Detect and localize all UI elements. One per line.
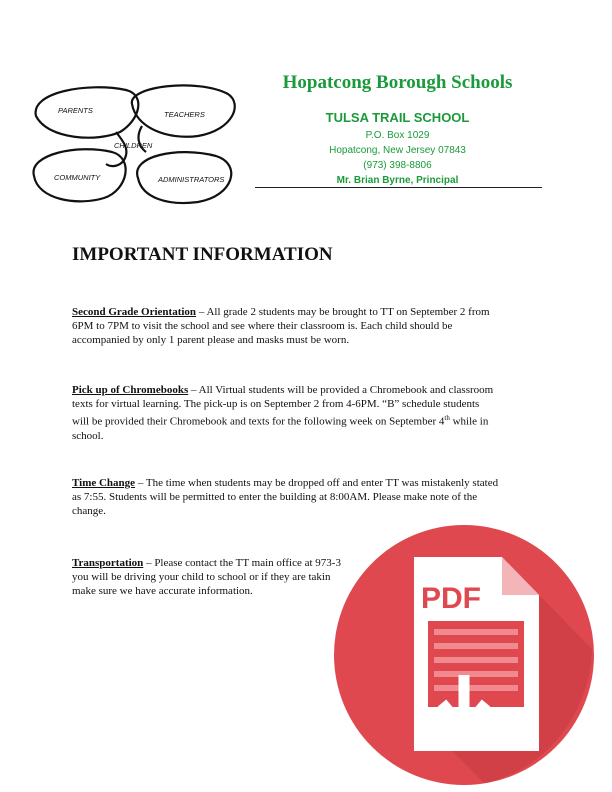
section-heading: Transportation <box>72 557 144 569</box>
school-contact-block <box>255 110 540 188</box>
logo-graphic <box>28 80 248 210</box>
logo-label-teachers: TEACHERS <box>164 110 205 119</box>
principal-name: Mr. Brian Byrne, Principal <box>336 175 459 186</box>
pdf-download-button[interactable] <box>334 525 594 785</box>
page-title: IMPORTANT INFORMATION <box>72 244 333 265</box>
section-text: you will be driving your child to school or if they are takin <box>72 571 331 583</box>
section-text: will be provided their Chromebook and texts for the following week on September 4 <box>72 415 445 428</box>
section-time-change <box>72 476 542 518</box>
logo-label-parents: PARENTS <box>58 106 93 115</box>
district-name: Hopatcong Borough Schools <box>282 72 513 93</box>
ordinal-suffix: th <box>444 414 450 422</box>
section-text: texts for virtual learning. The pick-up is on September 2 from 4-6PM. “B” schedule students <box>72 398 480 410</box>
pdf-download-icon[interactable] <box>334 525 594 785</box>
section-text: – All Virtual students will be provided a Chromebook and classroom <box>188 384 494 396</box>
section-text: make sure we have accurate information. <box>72 585 253 597</box>
section-heading: Pick up of Chromebooks <box>72 384 189 396</box>
section-text: 6PM to 7PM to visit the school and see where their classroom is. Each child should be <box>72 320 453 332</box>
section-text: – All grade 2 students may be brought to TT on September 2 from <box>196 306 490 318</box>
section-text: – Please contact the TT main office at 973-3 <box>143 557 341 569</box>
address-line-pobox: P.O. Box 1029 <box>365 130 430 141</box>
section-chromebooks <box>72 383 542 443</box>
section-text: while in <box>449 415 489 428</box>
section-text: change. <box>72 505 106 517</box>
section-text: school. <box>72 429 104 442</box>
school-name: TULSA TRAIL SCHOOL <box>325 110 470 125</box>
section-text: – The time when students may be dropped off and enter TT was mistakenly stated <box>135 477 499 489</box>
section-text: accompanied by only 1 parent please and masks must be worn. <box>72 334 350 346</box>
school-logo <box>28 80 248 210</box>
logo-label-children: CHILDREN <box>114 141 153 150</box>
phone-number: (973) 398-8806 <box>363 160 432 171</box>
section-heading: Second Grade Orientation <box>72 306 197 318</box>
logo-label-community: COMMUNITY <box>54 173 101 182</box>
logo-label-administrators: ADMINISTRATORS <box>158 175 225 184</box>
section-heading: Time Change <box>72 477 136 489</box>
section-orientation <box>72 305 542 347</box>
pdf-label: PDF <box>421 582 481 615</box>
address-line-city: Hopatcong, New Jersey 07843 <box>329 145 466 156</box>
section-text: as 7:55. Students will be permitted to enter the building at 8:00AM. Please make note of the <box>72 491 478 503</box>
header-divider <box>255 187 542 188</box>
